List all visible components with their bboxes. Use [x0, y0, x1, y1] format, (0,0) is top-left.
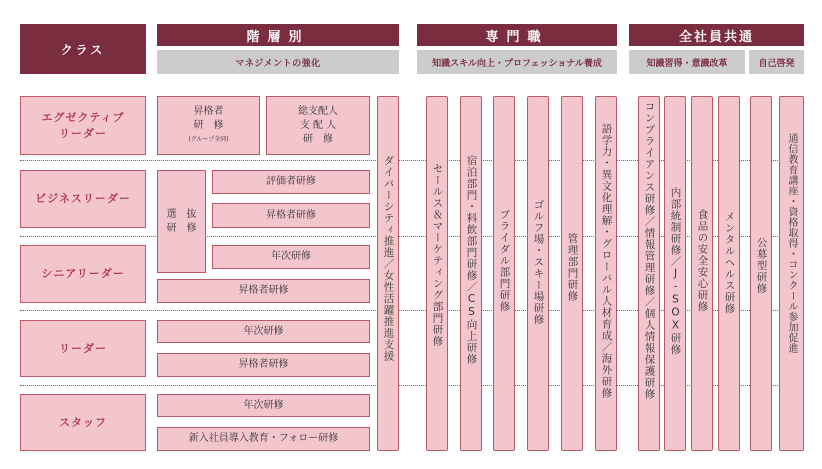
staff-annual-training: 年次研修: [157, 394, 370, 417]
correspondence-education: [779, 96, 804, 451]
exec-director-line1: 総支配人: [298, 105, 338, 117]
common-header: 全社員共通: [629, 24, 804, 46]
hierarchy-subheader: マネジメントの強化: [157, 50, 399, 74]
class-leader: リーダー: [20, 320, 146, 377]
self-dev-subheader: 自己啓発: [749, 50, 804, 74]
staff-new-employee-training: 新入社員導入教育・フォロー研修: [157, 427, 370, 451]
class-header: クラス: [20, 24, 146, 74]
language-global-training: [595, 96, 617, 451]
bridal-training: [493, 96, 515, 451]
hotel-restaurant-label: 宿泊部門・料飲部門研修／CS向上研修: [465, 155, 478, 365]
correspondence-label: 通信教育講座・資格取得・コンクール参加促進: [786, 133, 797, 354]
specialist-subheader: 知識スキル向上・プロフェッショナル養成: [417, 50, 617, 74]
admin-label: 管理部門研修: [566, 233, 579, 302]
selection-training: [157, 170, 206, 273]
admin-training: [561, 96, 583, 451]
senior-promotion-training: 昇格者研修: [157, 279, 370, 303]
hotel-restaurant-training: [460, 96, 482, 451]
leader-promotion-training: 昇格者研修: [157, 353, 370, 377]
exec-director-line2: 支 配 人: [299, 119, 337, 131]
leader-annual-training: 年次研修: [157, 320, 370, 343]
internal-control-training: [664, 96, 686, 451]
row-divider: [20, 236, 804, 237]
exec-promo-line2: 研 修: [193, 119, 224, 131]
internal-control-label: 内部統制研修／J-SOX研修: [669, 187, 682, 356]
diversity-support-training: [377, 96, 399, 451]
diversity-label: ダイバーシティ推進／女性活躍推進支援: [382, 155, 395, 362]
specialist-header: 専門職: [417, 24, 617, 46]
class-staff: スタッフ: [20, 394, 146, 451]
language-global-label: 語学力・異文化理解・グローバル人材育成／海外研修: [600, 123, 613, 399]
golf-ski-training: [527, 96, 549, 451]
class-business-leader: ビジネスリーダー: [20, 170, 146, 228]
bridal-label: ブライダル部門研修: [498, 209, 511, 313]
golf-ski-label: ゴルフ場・スキー場研修: [532, 199, 545, 326]
mental-health-label: メンタルヘルス研修: [723, 211, 736, 315]
class-senior-leader: シニアリーダー: [20, 245, 146, 303]
senior-annual-training: 年次研修: [212, 245, 370, 269]
exec-director-training: [266, 96, 370, 155]
row-divider: [20, 310, 804, 311]
food-safety-label: 食品の安全安心研修: [696, 209, 709, 313]
compliance-training: [638, 96, 660, 451]
row-divider: [20, 160, 804, 161]
exec-director-line3: 研 修: [303, 133, 333, 145]
sales-marketing-label: セールス＆マーケティング部門研修: [431, 163, 444, 347]
open-application-label: 公募型研修: [755, 237, 768, 295]
exec-promotion-training: [157, 96, 260, 155]
common-subheader: 知識習得・意識改革: [629, 50, 745, 74]
sales-marketing-training: [426, 96, 448, 451]
compliance-label: コンプライアンス研修／情報管理研修／個人情報保護研修: [643, 101, 656, 400]
selection-line1: 選 抜: [166, 208, 197, 220]
evaluator-training: 評価者研修: [212, 170, 370, 194]
class-executive-leader: エグゼクティブ リーダー: [20, 96, 146, 155]
mental-health-training: [718, 96, 740, 451]
exec-promo-line1: 昇格者: [193, 105, 224, 117]
row-divider: [20, 385, 804, 386]
hierarchy-header: 階層別: [157, 24, 399, 46]
food-safety-training: [691, 96, 713, 451]
business-promotion-training: 昇格者研修: [212, 203, 370, 228]
exec-promo-note: (グループ全同): [188, 135, 229, 143]
selection-line2: 研 修: [166, 222, 197, 234]
open-application-training: [750, 96, 772, 451]
